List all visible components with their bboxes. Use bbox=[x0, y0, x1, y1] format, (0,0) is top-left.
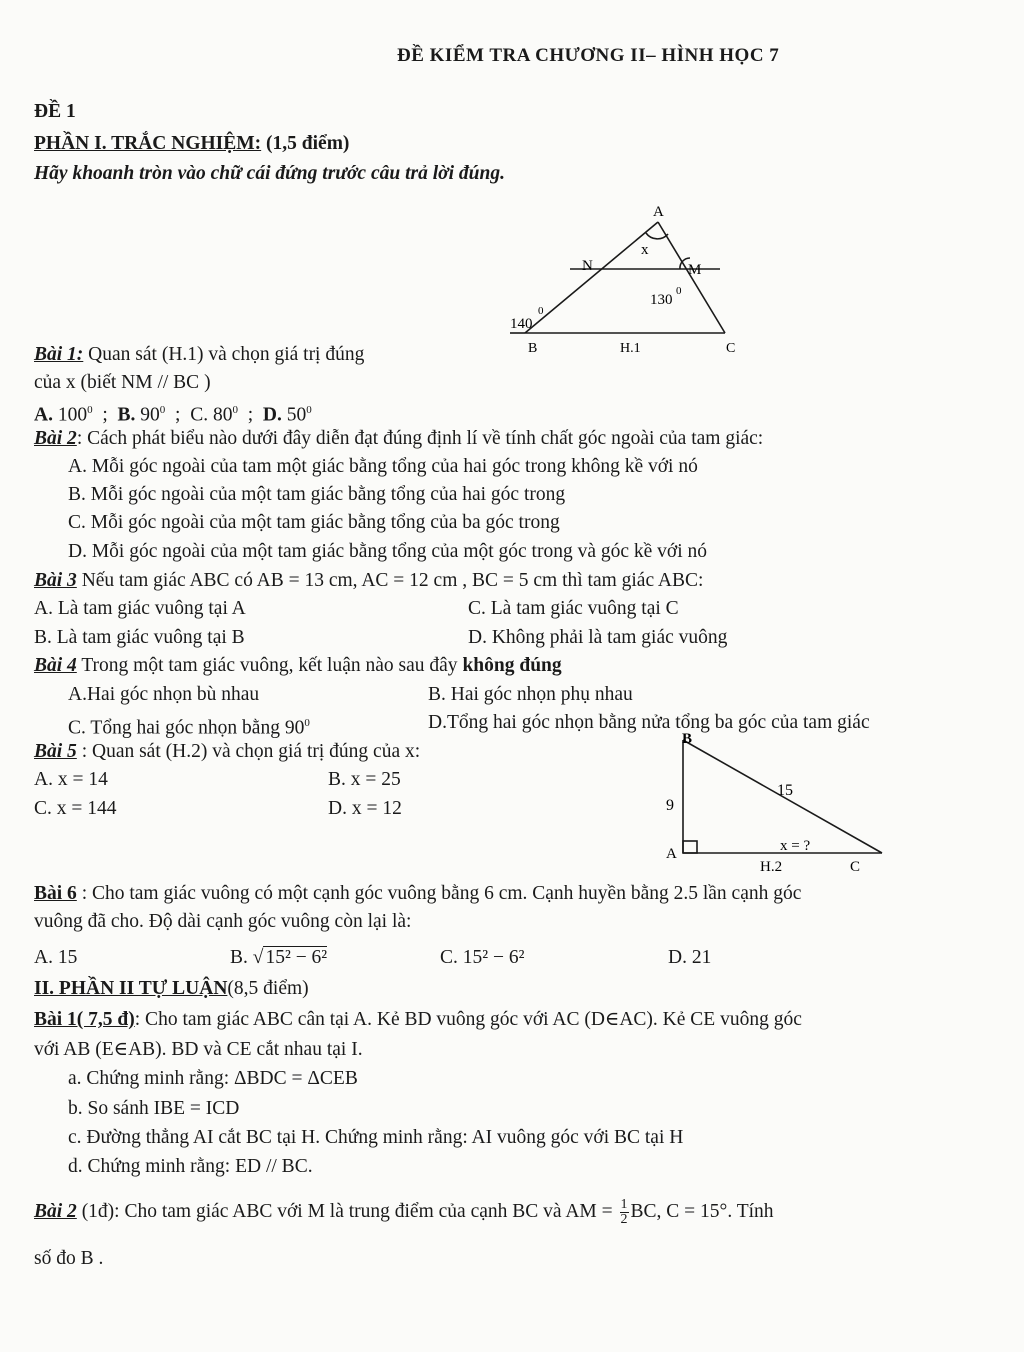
q6-text1: : Cho tam giác vuông có một cạnh góc vuông bằng 6 cm. Cạnh huyền bằng 2.5 lần cạnh góc bbox=[76, 883, 802, 904]
fig1-label-c: C bbox=[726, 341, 736, 356]
q5-option-a: A. x = 14 bbox=[34, 769, 108, 790]
q1-opt-c-value: 80 bbox=[212, 404, 233, 426]
fig2-label-a: A bbox=[666, 846, 677, 862]
fig1-label-n: N bbox=[582, 258, 593, 274]
p1-item-a: a. Chứng minh rằng: ΔBDC = ΔCEB bbox=[68, 1068, 358, 1089]
fig2-label-c: C bbox=[850, 859, 861, 875]
q6-option-b-letter: B. bbox=[230, 947, 248, 968]
q1-opt-d-deg: 0 bbox=[306, 404, 312, 416]
part1-points: (1,5 điểm) bbox=[266, 133, 350, 154]
q2-option-c: C. Mỗi góc ngoài của một tam giác bằng tổng của ba góc trong bbox=[68, 512, 560, 533]
q6-option-d: D. 21 bbox=[668, 947, 712, 968]
q4-line bbox=[34, 654, 562, 678]
part2-title: II. PHẦN II TỰ LUẬN bbox=[34, 978, 228, 999]
q6-option-b: B. √ 15² − 6² bbox=[230, 947, 328, 968]
fig2-side-x: x = ? bbox=[780, 838, 811, 854]
q1-text2: của x (biết NM // BC ) bbox=[34, 372, 211, 393]
fig2-right-angle bbox=[683, 841, 697, 853]
p2-fraction bbox=[620, 1198, 629, 1227]
fig1-side-ab bbox=[525, 222, 658, 333]
q4-option-c-text: C. Tổng hai góc nhọn bằng 90 bbox=[68, 717, 305, 739]
q4-option-c bbox=[68, 711, 310, 741]
fig1-angle-m-value: 130 bbox=[650, 292, 673, 308]
q1-options bbox=[34, 398, 312, 428]
q4-option-d: D.Tổng hai góc nhọn bằng nửa tổng ba góc của tam giác bbox=[428, 712, 870, 733]
q4-option-a: A.Hai góc nhọn bù nhau bbox=[68, 684, 260, 705]
q1-text1: Quan sát (H.1) và chọn giá trị đúng bbox=[83, 344, 365, 365]
q5-line bbox=[34, 740, 420, 764]
fig2-label-b: B bbox=[682, 731, 693, 747]
p2-text1: (1đ): Cho tam giác ABC với M là trung điểm của cạnh BC và AM = bbox=[76, 1200, 613, 1222]
q4-option-b: B. Hai góc nhọn phụ nhau bbox=[428, 684, 633, 705]
figure-h1 bbox=[500, 198, 760, 368]
exam-variant: ĐỀ 1 bbox=[34, 101, 76, 122]
part2-heading bbox=[34, 977, 309, 1001]
q1-line1 bbox=[34, 343, 364, 367]
q6-line1 bbox=[34, 882, 801, 906]
q6-option-c: C. 15² − 6² bbox=[440, 947, 525, 968]
p2-text3: số đo B . bbox=[34, 1248, 104, 1269]
q5-option-c: C. x = 144 bbox=[34, 798, 117, 819]
q3-option-b: B. Là tam giác vuông tại B bbox=[34, 627, 245, 648]
q1-opt-d-value: 50 bbox=[286, 404, 307, 426]
fig1-label-m: M bbox=[688, 262, 702, 278]
p1-text1: : Cho tam giác ABC cân tại A. Kẻ BD vuông góc với AC (D∈AC). Kẻ CE vuông góc bbox=[134, 1009, 802, 1030]
figure-h2 bbox=[660, 730, 890, 875]
q3-option-a: A. Là tam giác vuông tại A bbox=[34, 598, 246, 619]
part1-instruction: Hãy khoanh tròn vào chữ cái đứng trước câu trả lời đúng. bbox=[34, 163, 505, 184]
q3-option-d: D. Không phải là tam giác vuông bbox=[468, 627, 728, 648]
fig2-caption: H.2 bbox=[760, 859, 783, 875]
fig1-caption: H.1 bbox=[620, 341, 641, 356]
fig1-angle-b-value: 140 bbox=[510, 316, 533, 332]
q2-option-d: D. Mỗi góc ngoài của một tam giác bằng tổng của một góc trong và góc kề với nó bbox=[68, 541, 708, 562]
q3-option-c: C. Là tam giác vuông tại C bbox=[468, 598, 679, 619]
q3-line bbox=[34, 569, 703, 593]
p2-text2: BC, C = 15°. Tính bbox=[630, 1200, 774, 1222]
q1-sep2: ; bbox=[165, 404, 191, 426]
p2-label: Bài 2 bbox=[34, 1200, 77, 1222]
p1-text2: với AB (E∈AB). BD và CE cắt nhau tại I. bbox=[34, 1039, 363, 1060]
q1-opt-a-letter: A. bbox=[34, 404, 53, 426]
fig1-angle-m-deg: 0 bbox=[676, 285, 682, 297]
q1-sep1: ; bbox=[92, 404, 118, 426]
q2-option-a: A. Mỗi góc ngoài của tam một giác bằng tổng của hai góc trong không kề với nó bbox=[68, 456, 698, 477]
p1-item-c: c. Đường thẳng AI cắt BC tại H. Chứng minh rằng: AI vuông góc với BC tại H bbox=[68, 1127, 684, 1148]
q1-opt-c-deg: 0 bbox=[232, 404, 238, 416]
q6-option-a: A. 15 bbox=[34, 947, 78, 968]
q5-text: : Quan sát (H.2) và chọn giá trị đúng của x: bbox=[76, 741, 421, 762]
q5-label: Bài 5 bbox=[34, 741, 77, 762]
q5-option-d: D. x = 12 bbox=[328, 798, 402, 819]
q1-opt-b-letter: B. bbox=[117, 404, 136, 426]
q6-label: Bài 6 bbox=[34, 883, 77, 904]
q4-option-c-deg: 0 bbox=[304, 717, 310, 729]
part1-heading bbox=[34, 132, 349, 156]
part2-points: (8,5 điểm) bbox=[227, 978, 309, 999]
q2-line bbox=[34, 427, 763, 451]
fig1-label-b: B bbox=[528, 341, 538, 356]
p1-line1 bbox=[34, 1008, 802, 1032]
q2-label: Bài 2 bbox=[34, 428, 77, 449]
q1-label: Bài 1: bbox=[34, 344, 84, 365]
p1-label: Bài 1( 7,5 đ) bbox=[34, 1009, 135, 1030]
q2-option-b: B. Mỗi góc ngoài của một tam giác bằng tổng của hai góc trong bbox=[68, 484, 566, 505]
q4-label: Bài 4 bbox=[34, 655, 77, 676]
p1-item-d: d. Chứng minh rằng: ED // BC. bbox=[68, 1156, 313, 1177]
q3-text: Nếu tam giác ABC có AB = 13 cm, AC = 12 cm , BC = 5 cm thì tam giác ABC: bbox=[76, 570, 704, 591]
page-title: ĐỀ KIỂM TRA CHƯƠNG II– HÌNH HỌC 7 bbox=[397, 45, 780, 66]
q1-opt-b-deg: 0 bbox=[159, 404, 166, 416]
q2-text: : Cách phát biểu nào dưới đây diễn đạt đúng định lí về tính chất góc ngoài của tam giác: bbox=[76, 428, 764, 449]
fig2-side-9: 9 bbox=[666, 797, 674, 814]
q3-label: Bài 3 bbox=[34, 570, 77, 591]
p1-item-b: b. So sánh IBE = ICD bbox=[68, 1098, 240, 1119]
fig1-angle-b-deg: 0 bbox=[538, 305, 544, 317]
q4-text: Trong một tam giác vuông, kết luận nào sau đây bbox=[76, 655, 463, 676]
q1-opt-c-letter: C. bbox=[190, 404, 209, 426]
q4-emphasis: không đúng bbox=[462, 655, 562, 676]
part1-title: PHẦN I. TRẮC NGHIỆM: bbox=[34, 133, 262, 154]
q6-option-b-expr: 15² − 6² bbox=[265, 947, 328, 968]
q1-opt-a-value: 100 bbox=[57, 404, 88, 426]
q1-opt-d-letter: D. bbox=[262, 404, 282, 426]
p2-frac-den: 2 bbox=[620, 1212, 628, 1227]
q5-option-b: B. x = 25 bbox=[328, 769, 401, 790]
q1-sep3: ; bbox=[237, 404, 263, 426]
p2-line1 bbox=[34, 1198, 774, 1227]
q6-text2: vuông đã cho. Độ dài cạnh góc vuông còn lại là: bbox=[34, 911, 412, 932]
q1-opt-b-value: 90 bbox=[140, 404, 160, 426]
p2-frac-num: 1 bbox=[620, 1197, 628, 1212]
fig1-label-a: A bbox=[653, 204, 664, 220]
fig2-side-15: 15 bbox=[777, 782, 793, 799]
fig1-label-x: x bbox=[641, 242, 649, 258]
q1-opt-a-deg: 0 bbox=[87, 404, 93, 416]
